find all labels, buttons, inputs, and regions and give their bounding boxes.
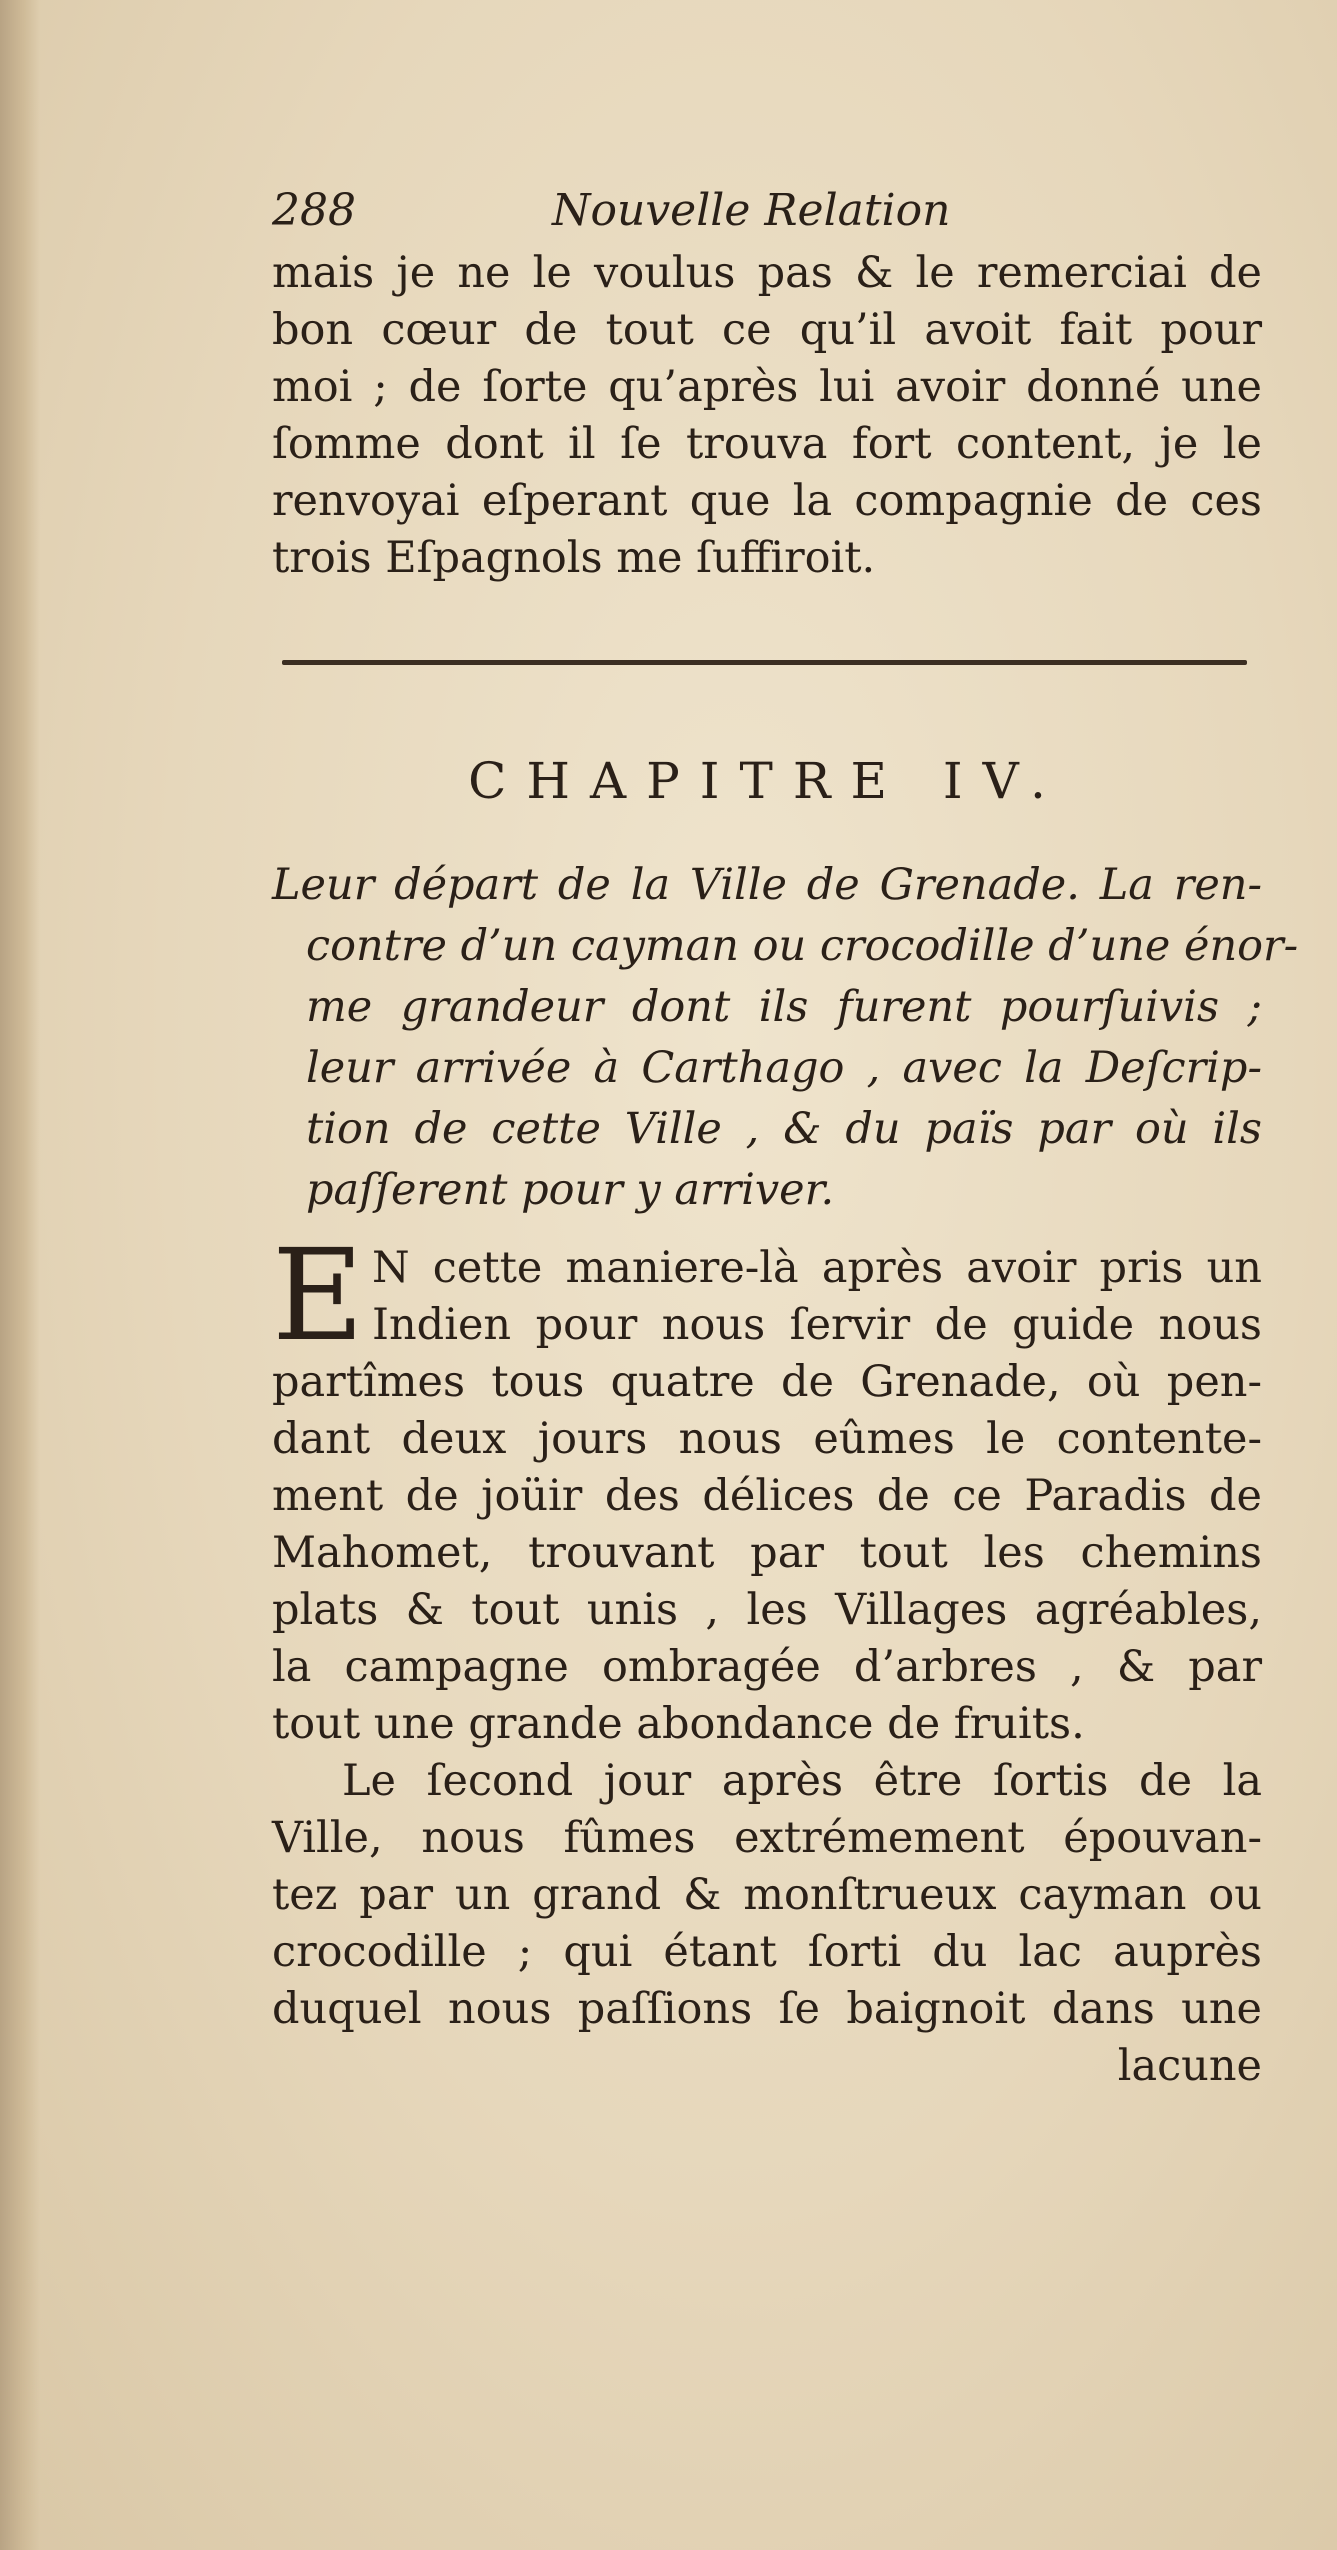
text-line: Indien pour nous ſervir de guide nous [371,1300,1262,1350]
page-number: 288 [272,185,356,236]
text-line: N cette maniere-là après avoir pris un [371,1243,1262,1293]
chapter-divider-rule [282,660,1247,665]
text-line: ment de joüir des délices de ce Paradis de [272,1471,1262,1521]
summary-line: tion de cette Ville , & du païs par où ils [306,1104,1262,1154]
summary-line: me grandeur dont ils furent pourſuivis ; [306,982,1262,1032]
text-line: partîmes tous quatre de Grenade, où pen- [272,1357,1262,1407]
chapter-body [272,1222,1262,2095]
page-header [272,185,1192,245]
text-line: Ville, nous fûmes extrémement épouvan- [272,1813,1262,1863]
text-line: trois Eſpagnols me ſuffiroit. [272,533,876,583]
text-line: dant deux jours nous eûmes le contente- [272,1414,1262,1464]
opening-paragraph [272,245,1262,587]
text-line: la campagne ombragée d’arbres , & par [272,1642,1262,1692]
summary-line: leur arrivée à Carthago , avec la Deſcrip- [306,1043,1262,1093]
catchword: lacune [1117,2041,1262,2091]
chapter-summary [272,855,1299,1221]
page-gutter-shadow [0,0,40,2550]
text-line: Le ſecond jour après être ſortis de la [342,1756,1262,1806]
chapter-title: CHAPITRE IV. [468,752,1066,810]
text-line: tout une grande abondance de fruits. [272,1699,1085,1749]
summary-line: contre d’un cayman ou crocodille d’une énor- [306,921,1299,971]
text-line: moi ; de ſorte qu’après lui avoir donné une [272,362,1262,412]
running-title: Nouvelle Relation [552,185,951,236]
text-line: Mahomet, trouvant par tout les chemins [272,1528,1262,1578]
drop-cap: E [272,1222,364,1369]
text-line: tez par un grand & monſtrueux cayman ou [272,1870,1262,1920]
text-line: mais je ne le voulus pas & le remerciai de [272,248,1262,298]
text-line: duquel nous paſſions ſe baignoit dans une [272,1984,1262,2034]
summary-line: paſſerent pour y arriver. [306,1165,835,1215]
text-line: ſomme dont il ſe trouva fort content, je le [272,419,1262,469]
text-line: renvoyai eſperant que la compagnie de ces [272,476,1262,526]
summary-line: Leur départ de la Ville de Grenade. La ren- [272,860,1262,910]
text-line: plats & tout unis , les Villages agréables, [272,1585,1262,1635]
text-line: bon cœur de tout ce qu’il avoit fait pour [272,305,1262,355]
text-line: crocodille ; qui étant ſorti du lac auprès [272,1927,1262,1977]
